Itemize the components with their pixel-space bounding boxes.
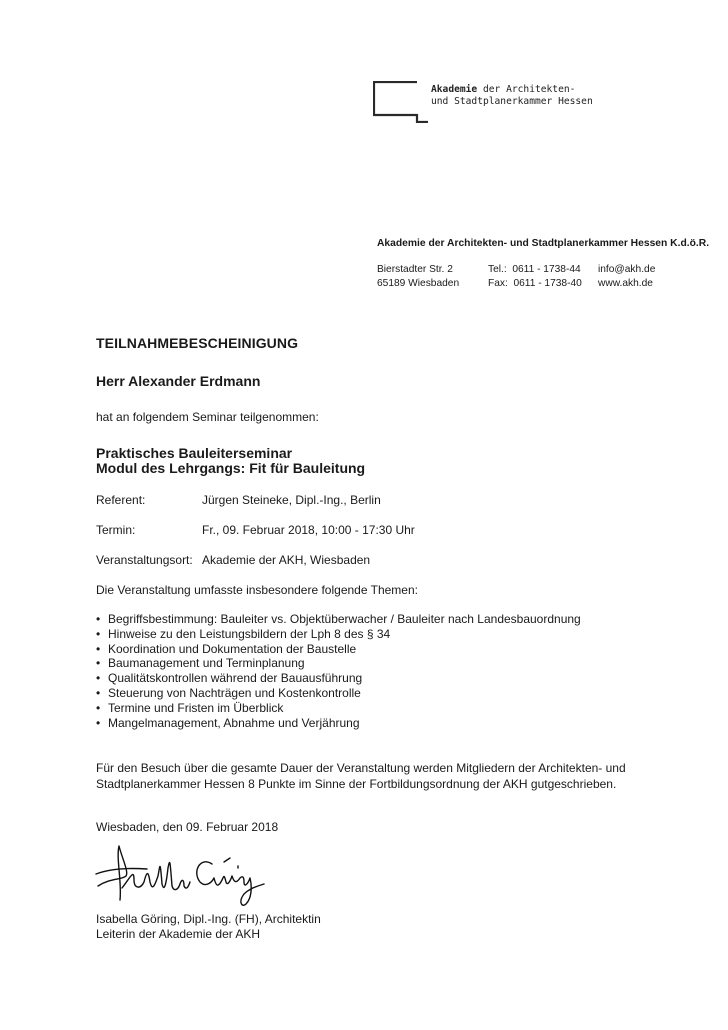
- list-item: • Mangelmanagement, Abnahme und Verjährung: [96, 716, 581, 731]
- termin-label: Termin:: [96, 523, 136, 537]
- handwritten-signature: [92, 838, 272, 908]
- sender-fax: Fax: 0611 - 1738-40: [488, 278, 582, 289]
- sender-name: Akademie der Architekten- und Stadtplanerkammer Hessen K.d.ö.R.: [377, 238, 710, 249]
- list-item: • Begriffsbestimmung: Bauleiter vs. Objektüberwacher / Bauleiter nach Landesbauordnung: [96, 612, 581, 627]
- location-value: Akademie der AKH, Wiesbaden: [202, 553, 371, 567]
- signer-role: Leiterin der Akademie der AKH: [96, 926, 261, 941]
- referent-row: [96, 493, 381, 507]
- document-title: TEILNAHMEBESCHEINIGUNG: [96, 335, 299, 351]
- list-item: • Steuerung von Nachträgen und Kostenkontrolle: [96, 686, 581, 701]
- sender-street: Bierstadter Str. 2: [377, 264, 453, 275]
- list-item: • Termine und Fristen im Überblick: [96, 701, 581, 716]
- place-date: Wiesbaden, den 09. Februar 2018: [96, 820, 279, 834]
- list-item: • Baumanagement und Terminplanung: [96, 656, 581, 671]
- location-row: [96, 553, 370, 567]
- logo-wordmark: [431, 84, 593, 108]
- akh-logo-icon: [373, 81, 430, 123]
- list-item: • Hinweise zu den Leistungsbildern der Lph 8 des § 34: [96, 627, 581, 642]
- topics-intro: Die Veranstaltung umfasste insbesondere folgende Themen:: [96, 583, 418, 597]
- sender-tel: Tel.: 0611 - 1738-44: [488, 264, 581, 275]
- sender-phone-fax: [488, 263, 582, 291]
- intro-text: hat an folgendem Seminar teilgenommen:: [96, 410, 319, 424]
- participant-name: Herr Alexander Erdmann: [96, 373, 261, 389]
- logo-line1-rest: der Architekten-: [483, 84, 576, 95]
- credit-paragraph: Für den Besuch über die gesamte Dauer der Veranstaltung werden Mitgliedern der Architekten- und Stadtplanerkammer Hessen 8 Punkte im Sinne der Fortbildungsordnung der AKH gutgeschrieben.: [96, 761, 626, 791]
- seminar-title-line2: Modul des Lehrgangs: Fit für Bauleitung: [96, 460, 366, 476]
- topics-list: [96, 612, 581, 730]
- sender-city: 65189 Wiesbaden: [377, 278, 460, 289]
- signer-name: Isabella Göring, Dipl.-Ing. (FH), Architektin: [96, 912, 321, 926]
- seminar-title-line1: Praktisches Bauleiterseminar: [96, 445, 293, 461]
- sender-online: [598, 263, 655, 291]
- sender-address: [377, 263, 459, 291]
- list-item: • Qualitätskontrollen während der Bauausführung: [96, 671, 581, 686]
- termin-value: Fr., 09. Februar 2018, 10:00 - 17:30 Uhr: [202, 523, 415, 537]
- sender-web-link[interactable]: www.akh.de: [598, 278, 653, 289]
- logo-line2: und Stadtplanerkammer Hessen: [431, 96, 593, 107]
- logo-line1-bold: Akademie: [431, 84, 478, 95]
- referent-label: Referent:: [96, 493, 146, 507]
- signer-block: [96, 912, 321, 941]
- termin-row: [96, 523, 415, 537]
- list-item: • Koordination und Dokumentation der Baustelle: [96, 642, 581, 657]
- sender-email-link[interactable]: info@akh.de: [598, 264, 656, 275]
- location-label: Veranstaltungsort:: [96, 553, 193, 567]
- seminar-title: [96, 446, 365, 476]
- referent-value: Jürgen Steineke, Dipl.-Ing., Berlin: [202, 493, 381, 507]
